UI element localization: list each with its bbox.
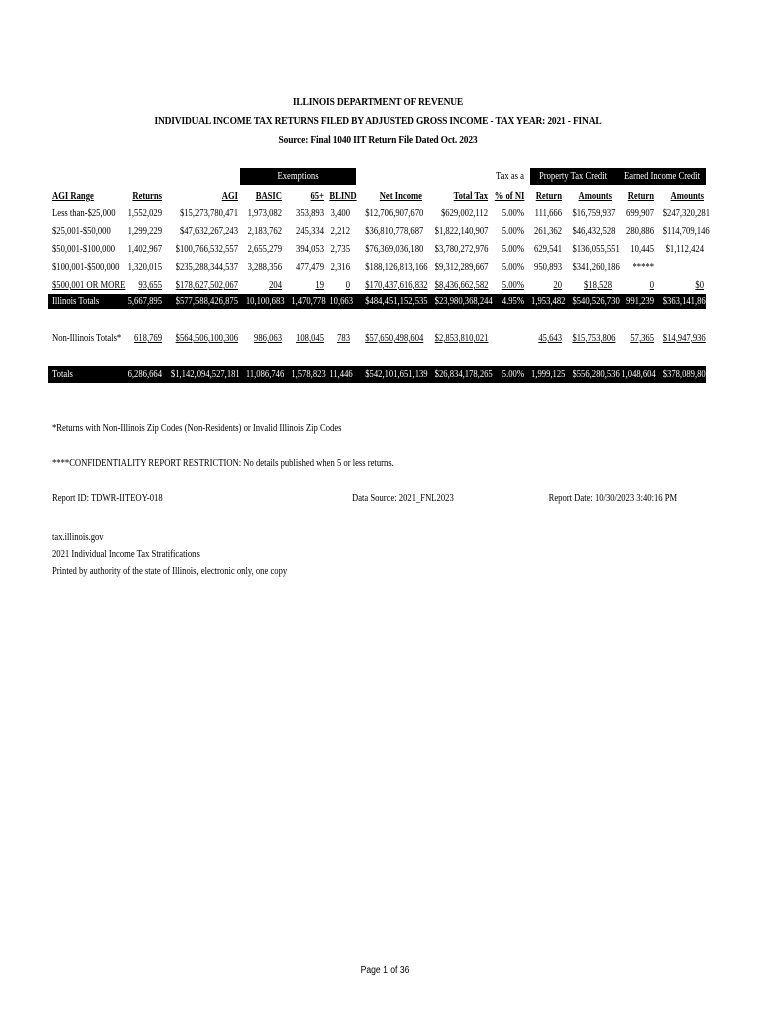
- illinois-totals-age-65-plus: 1,470,778: [291, 296, 326, 307]
- non-illinois-totals-net-income: $57,650,498,604: [365, 333, 424, 344]
- table-cell-age-65-plus: 245,334: [296, 226, 324, 237]
- illinois-totals-blind: 10,663: [329, 296, 354, 307]
- table-cell-agi-range: $25,001-$50,000: [52, 226, 111, 237]
- grand-totals-age-65-plus: 1,578,823: [291, 369, 326, 380]
- table-cell-agi-range: $100,001-$500,000: [52, 262, 120, 273]
- table-cell-age-65-plus: 394,053: [296, 244, 324, 255]
- non-illinois-totals-total-tax: $2,853,810,021: [434, 333, 489, 344]
- table-cell-net-income: $170,437,616,832: [365, 280, 428, 291]
- column-header-ptc-amounts: Amounts: [578, 191, 612, 202]
- column-header-agi-range: AGI Range: [52, 191, 94, 202]
- column-header-eic-amounts: Amounts: [670, 191, 704, 202]
- non-resident-note: *Returns with Non-Illinois Zip Codes (Non-Residents) or Invalid Illinois Zip Codes: [52, 423, 342, 434]
- non-illinois-totals-blind: 783: [337, 333, 350, 344]
- confidentiality-note: ****CONFIDENTIALITY REPORT RESTRICTION: No details published when 5 or less returns.: [52, 458, 394, 469]
- column-header-basic: BASIC: [255, 191, 282, 202]
- publication-title: 2021 Individual Income Tax Stratifications: [52, 549, 200, 560]
- table-cell-blind: 3,400: [330, 208, 350, 219]
- illinois-totals-ptc-return: 1,953,482: [531, 296, 566, 307]
- table-cell-agi: $100,766,532,557: [175, 244, 238, 255]
- property-tax-credit-header: Property Tax Credit: [538, 171, 608, 182]
- illinois-totals-ptc-amounts: $540,526,730: [572, 296, 620, 307]
- report-id: Report ID: TDWR-IITEOY-018: [52, 493, 163, 504]
- illinois-totals-agi-range: Illinois Totals: [52, 296, 100, 307]
- page-number: Page 1 of 36: [360, 965, 410, 976]
- table-cell-total-tax: $8,436,662,582: [434, 280, 489, 291]
- table-cell-returns: 1,320,015: [127, 262, 162, 273]
- table-cell-percent-of-ni: 5.00%: [501, 262, 524, 273]
- non-illinois-totals-ptc-amounts: $15,753,806: [572, 333, 616, 344]
- table-cell-age-65-plus: 19: [315, 280, 324, 291]
- table-cell-percent-of-ni: 5.00%: [501, 244, 524, 255]
- illinois-totals-basic: 10,100,683: [245, 296, 285, 307]
- table-cell-blind: 2,212: [330, 226, 350, 237]
- grand-totals-eic-return: 1,048,604: [621, 369, 656, 380]
- grand-totals-ptc-amounts: $556,280,536: [572, 369, 620, 380]
- grand-totals-blind: 11,446: [329, 369, 353, 380]
- report-date: Report Date: 10/30/2023 3:40:16 PM: [548, 493, 678, 504]
- table-cell-agi-range: $500,001 OR MORE: [52, 280, 126, 291]
- table-cell-eic-amounts: $247,320,281: [662, 208, 711, 219]
- table-cell-agi: $235,288,344,537: [175, 262, 238, 273]
- printing-authority: Printed by authority of the state of Illinois, electronic only, one copy: [52, 566, 288, 577]
- column-header-eic-return: Return: [627, 191, 654, 202]
- report-source: Source: Final 1040 IIT Return File Dated Oct. 2023: [278, 134, 478, 146]
- table-cell-eic-amounts: $114,709,146: [662, 226, 710, 237]
- report-subtitle: INDIVIDUAL INCOME TAX RETURNS FILED BY ADJUSTED GROSS INCOME - TAX YEAR: 2021 - FINAL: [154, 115, 602, 127]
- table-cell-net-income: $36,810,778,687: [365, 226, 424, 237]
- table-cell-age-65-plus: 353,893: [296, 208, 324, 219]
- table-cell-ptc-return: 950,893: [534, 262, 562, 273]
- table-cell-eic-return: 699,907: [626, 208, 654, 219]
- table-cell-eic-return: *****: [632, 262, 654, 273]
- column-header-percent-of-ni: % of NI: [494, 191, 525, 202]
- table-cell-agi: $15,273,780,471: [179, 208, 238, 219]
- illinois-totals-agi: $577,588,426,875: [175, 296, 238, 307]
- grand-totals-eic-amounts: $378,089,802: [662, 369, 711, 380]
- illinois-totals-returns: 5,667,895: [127, 296, 162, 307]
- table-cell-net-income: $76,369,036,180: [365, 244, 424, 255]
- table-cell-agi-range: $50,001-$100,000: [52, 244, 116, 255]
- earned-income-credit-header: Earned Income Credit: [624, 171, 700, 182]
- table-cell-eic-amounts: $0: [695, 280, 704, 291]
- table-cell-ptc-amounts: $341,260,186: [572, 262, 620, 273]
- table-cell-ptc-amounts: $16,759,937: [572, 208, 616, 219]
- grand-totals-returns: 6,286,664: [127, 369, 162, 380]
- grand-totals-percent-of-ni: 5.00%: [501, 369, 524, 380]
- illinois-totals-eic-return: 991,239: [626, 296, 654, 307]
- illinois-totals-net-income: $484,451,152,535: [365, 296, 428, 307]
- non-illinois-totals-agi-range: Non-Illinois Totals*: [52, 333, 122, 344]
- grand-totals-ptc-return: 1,999,125: [531, 369, 566, 380]
- column-header-total-tax: Total Tax: [453, 191, 488, 202]
- table-cell-ptc-amounts: $136,055,551: [572, 244, 620, 255]
- column-header-net-income: Net Income: [379, 191, 422, 202]
- table-cell-eic-amounts: $1,112,424: [665, 244, 704, 255]
- table-cell-returns: 1,299,229: [127, 226, 162, 237]
- table-cell-ptc-return: 20: [553, 280, 562, 291]
- illinois-totals-percent-of-ni: 4.95%: [501, 296, 524, 307]
- data-source: Data Source: 2021_FNL2023: [352, 493, 454, 504]
- table-cell-total-tax: $9,312,289,667: [434, 262, 489, 273]
- grand-totals-agi: $1,142,094,527,181: [170, 369, 240, 380]
- table-cell-returns: 93,655: [138, 280, 162, 291]
- table-cell-total-tax: $3,780,272,976: [434, 244, 489, 255]
- non-illinois-totals-returns: 618,769: [134, 333, 162, 344]
- non-illinois-totals-age-65-plus: 108,045: [296, 333, 324, 344]
- non-illinois-totals-eic-amounts: $14,947,936: [662, 333, 706, 344]
- illinois-totals-eic-amounts: $363,141,866: [662, 296, 711, 307]
- table-cell-net-income: $188,126,813,166: [365, 262, 428, 273]
- website: tax.illinois.gov: [52, 532, 104, 543]
- table-cell-agi: $178,627,502,067: [175, 280, 238, 291]
- table-cell-eic-return: 280,886: [626, 226, 654, 237]
- table-cell-percent-of-ni: 5.00%: [501, 208, 524, 219]
- table-cell-age-65-plus: 477,479: [296, 262, 324, 273]
- non-illinois-totals-ptc-return: 45,643: [538, 333, 562, 344]
- table-cell-ptc-return: 629,541: [534, 244, 562, 255]
- table-cell-net-income: $12,706,907,670: [365, 208, 424, 219]
- table-cell-total-tax: $629,002,112: [441, 208, 488, 219]
- table-cell-basic: 1,973,082: [247, 208, 282, 219]
- grand-totals-basic: 11,086,746: [245, 369, 285, 380]
- grand-totals-total-tax: $26,834,178,265: [434, 369, 493, 380]
- table-cell-basic: 2,655,279: [247, 244, 282, 255]
- tax-as-a-header: Tax as a: [495, 171, 524, 182]
- table-cell-ptc-amounts: $18,528: [584, 280, 612, 291]
- column-header-ptc-return: Return: [535, 191, 562, 202]
- table-cell-eic-return: 0: [649, 280, 654, 291]
- grand-totals-net-income: $542,101,651,139: [365, 369, 428, 380]
- table-cell-returns: 1,552,029: [127, 208, 162, 219]
- table-cell-ptc-return: 261,362: [534, 226, 562, 237]
- table-cell-basic: 204: [269, 280, 282, 291]
- exemptions-header: Exemptions: [277, 171, 319, 182]
- table-cell-basic: 2,183,762: [247, 226, 282, 237]
- table-cell-percent-of-ni: 5.00%: [501, 226, 524, 237]
- table-cell-blind: 2,735: [330, 244, 350, 255]
- table-cell-ptc-return: 111,666: [534, 208, 562, 219]
- non-illinois-totals-agi: $564,506,100,306: [175, 333, 238, 344]
- table-cell-ptc-amounts: $46,432,528: [572, 226, 616, 237]
- table-cell-agi-range: Less than-$25,000: [52, 208, 116, 219]
- table-cell-blind: 2,316: [330, 262, 350, 273]
- column-header-returns: Returns: [132, 191, 162, 202]
- report-title: ILLINOIS DEPARTMENT OF REVENUE: [292, 96, 464, 108]
- table-cell-total-tax: $1,822,140,907: [434, 226, 489, 237]
- grand-totals-agi-range: Totals: [52, 369, 73, 380]
- column-header-agi: AGI: [221, 191, 238, 202]
- table-cell-returns: 1,402,967: [127, 244, 162, 255]
- table-cell-basic: 3,288,356: [247, 262, 282, 273]
- table-cell-percent-of-ni: 5.00%: [501, 280, 524, 291]
- non-illinois-totals-basic: 986,063: [254, 333, 282, 344]
- table-cell-agi: $47,632,267,243: [179, 226, 238, 237]
- illinois-totals-total-tax: $23,980,368,244: [434, 296, 493, 307]
- non-illinois-totals-eic-return: 57,365: [630, 333, 654, 344]
- column-header-blind: BLIND: [329, 191, 357, 202]
- table-cell-blind: 0: [345, 280, 350, 291]
- column-header-age-65-plus: 65+: [310, 191, 324, 202]
- table-cell-eic-return: 10,445: [630, 244, 654, 255]
